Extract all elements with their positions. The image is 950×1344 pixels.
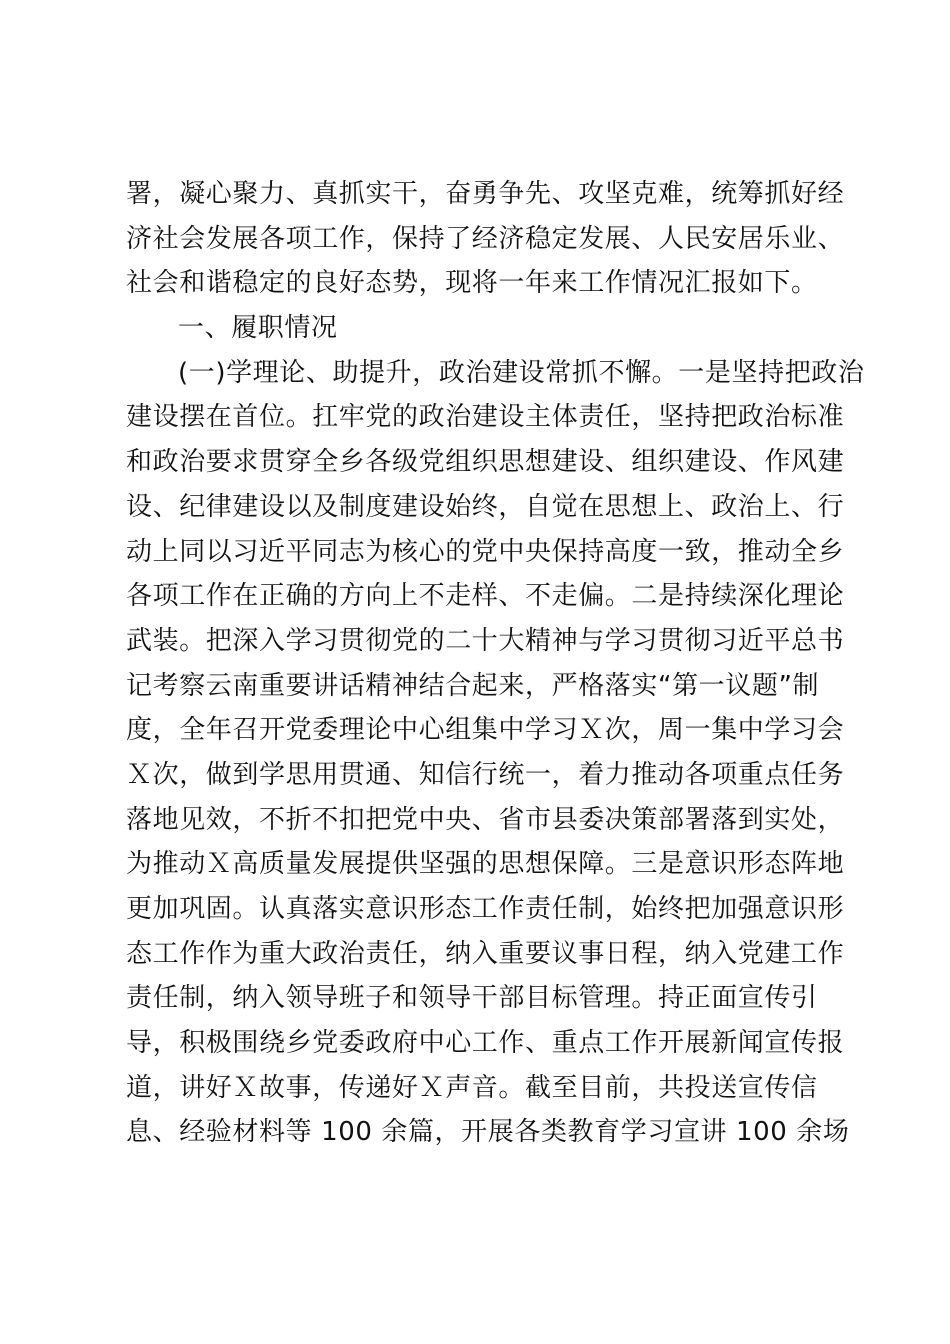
text-line: 导，积极围绕乡党委政府中心工作、重点工作开展新闻宣传报 [126, 1028, 845, 1059]
text-line: 为推动Ｘ高质量发展提供坚强的思想保障。三是意识形态阵地 [126, 849, 845, 880]
text-line: 息、经验材料等 100 余篇，开展各类教育学习宣讲 100 余场 [126, 1117, 850, 1148]
text-line: 署，凝心聚力、真抓实干，奋勇争先、攻坚克难，统筹抓好经 [126, 179, 845, 209]
text-line: 武装。把深入学习贯彻党的二十大精神与学习贯彻习近平总书 [126, 625, 845, 656]
text-line: 责任制，纳入领导班子和领导干部目标管理。持正面宣传引 [126, 983, 818, 1014]
section-heading: 一、履职情况 [178, 313, 338, 344]
text-line: 和政治要求贯穿全乡各级党组织思想建设、组织建设、作风建 [126, 447, 845, 478]
text-line: (一)学理论、助提升，政治建设常抓不懈。一是坚持把政治 [178, 357, 865, 388]
text-line: 更加巩固。认真落实意识形态工作责任制，始终把加强意识形 [126, 894, 845, 924]
text-line: 建设摆在首位。扛牢党的政治建设主体责任，坚持把政治标准 [126, 402, 845, 433]
text-line: 度，全年召开党委理论中心组集中学习Ｘ次，周一集中学习会 [126, 715, 845, 746]
text-line: 各项工作在正确的方向上不走样、不走偏。二是持续深化理论 [126, 581, 845, 612]
text-line: 社会和谐稳定的良好态势，现将一年来工作情况汇报如下。 [126, 268, 818, 299]
text-line: 动上同以习近平同志为核心的党中央保持高度一致，推动全乡 [126, 536, 845, 567]
text-line: Ｘ次，做到学思用贯通、知信行统一，着力推动各项重点任务 [126, 759, 845, 790]
text-line: 道，讲好Ｘ故事，传递好Ｘ声音。截至目前，共投送宣传信 [126, 1072, 818, 1103]
text-line: 态工作作为重大政治责任，纳入重要议事日程，纳入党建工作 [126, 938, 845, 969]
body-text [126, 172, 865, 1155]
text-line: 落地见效，不折不扣把党中央、省市县委决策部署落到实处， [126, 804, 845, 835]
text-line: 记考察云南重要讲话精神结合起来，严格落实“第一议题”制 [126, 670, 820, 701]
text-line: 设、纪律建设以及制度建设始终，自觉在思想上、政治上、行 [126, 491, 845, 522]
text-line: 济社会发展各项工作，保持了经济稳定发展、人民安居乐业、 [126, 223, 845, 254]
